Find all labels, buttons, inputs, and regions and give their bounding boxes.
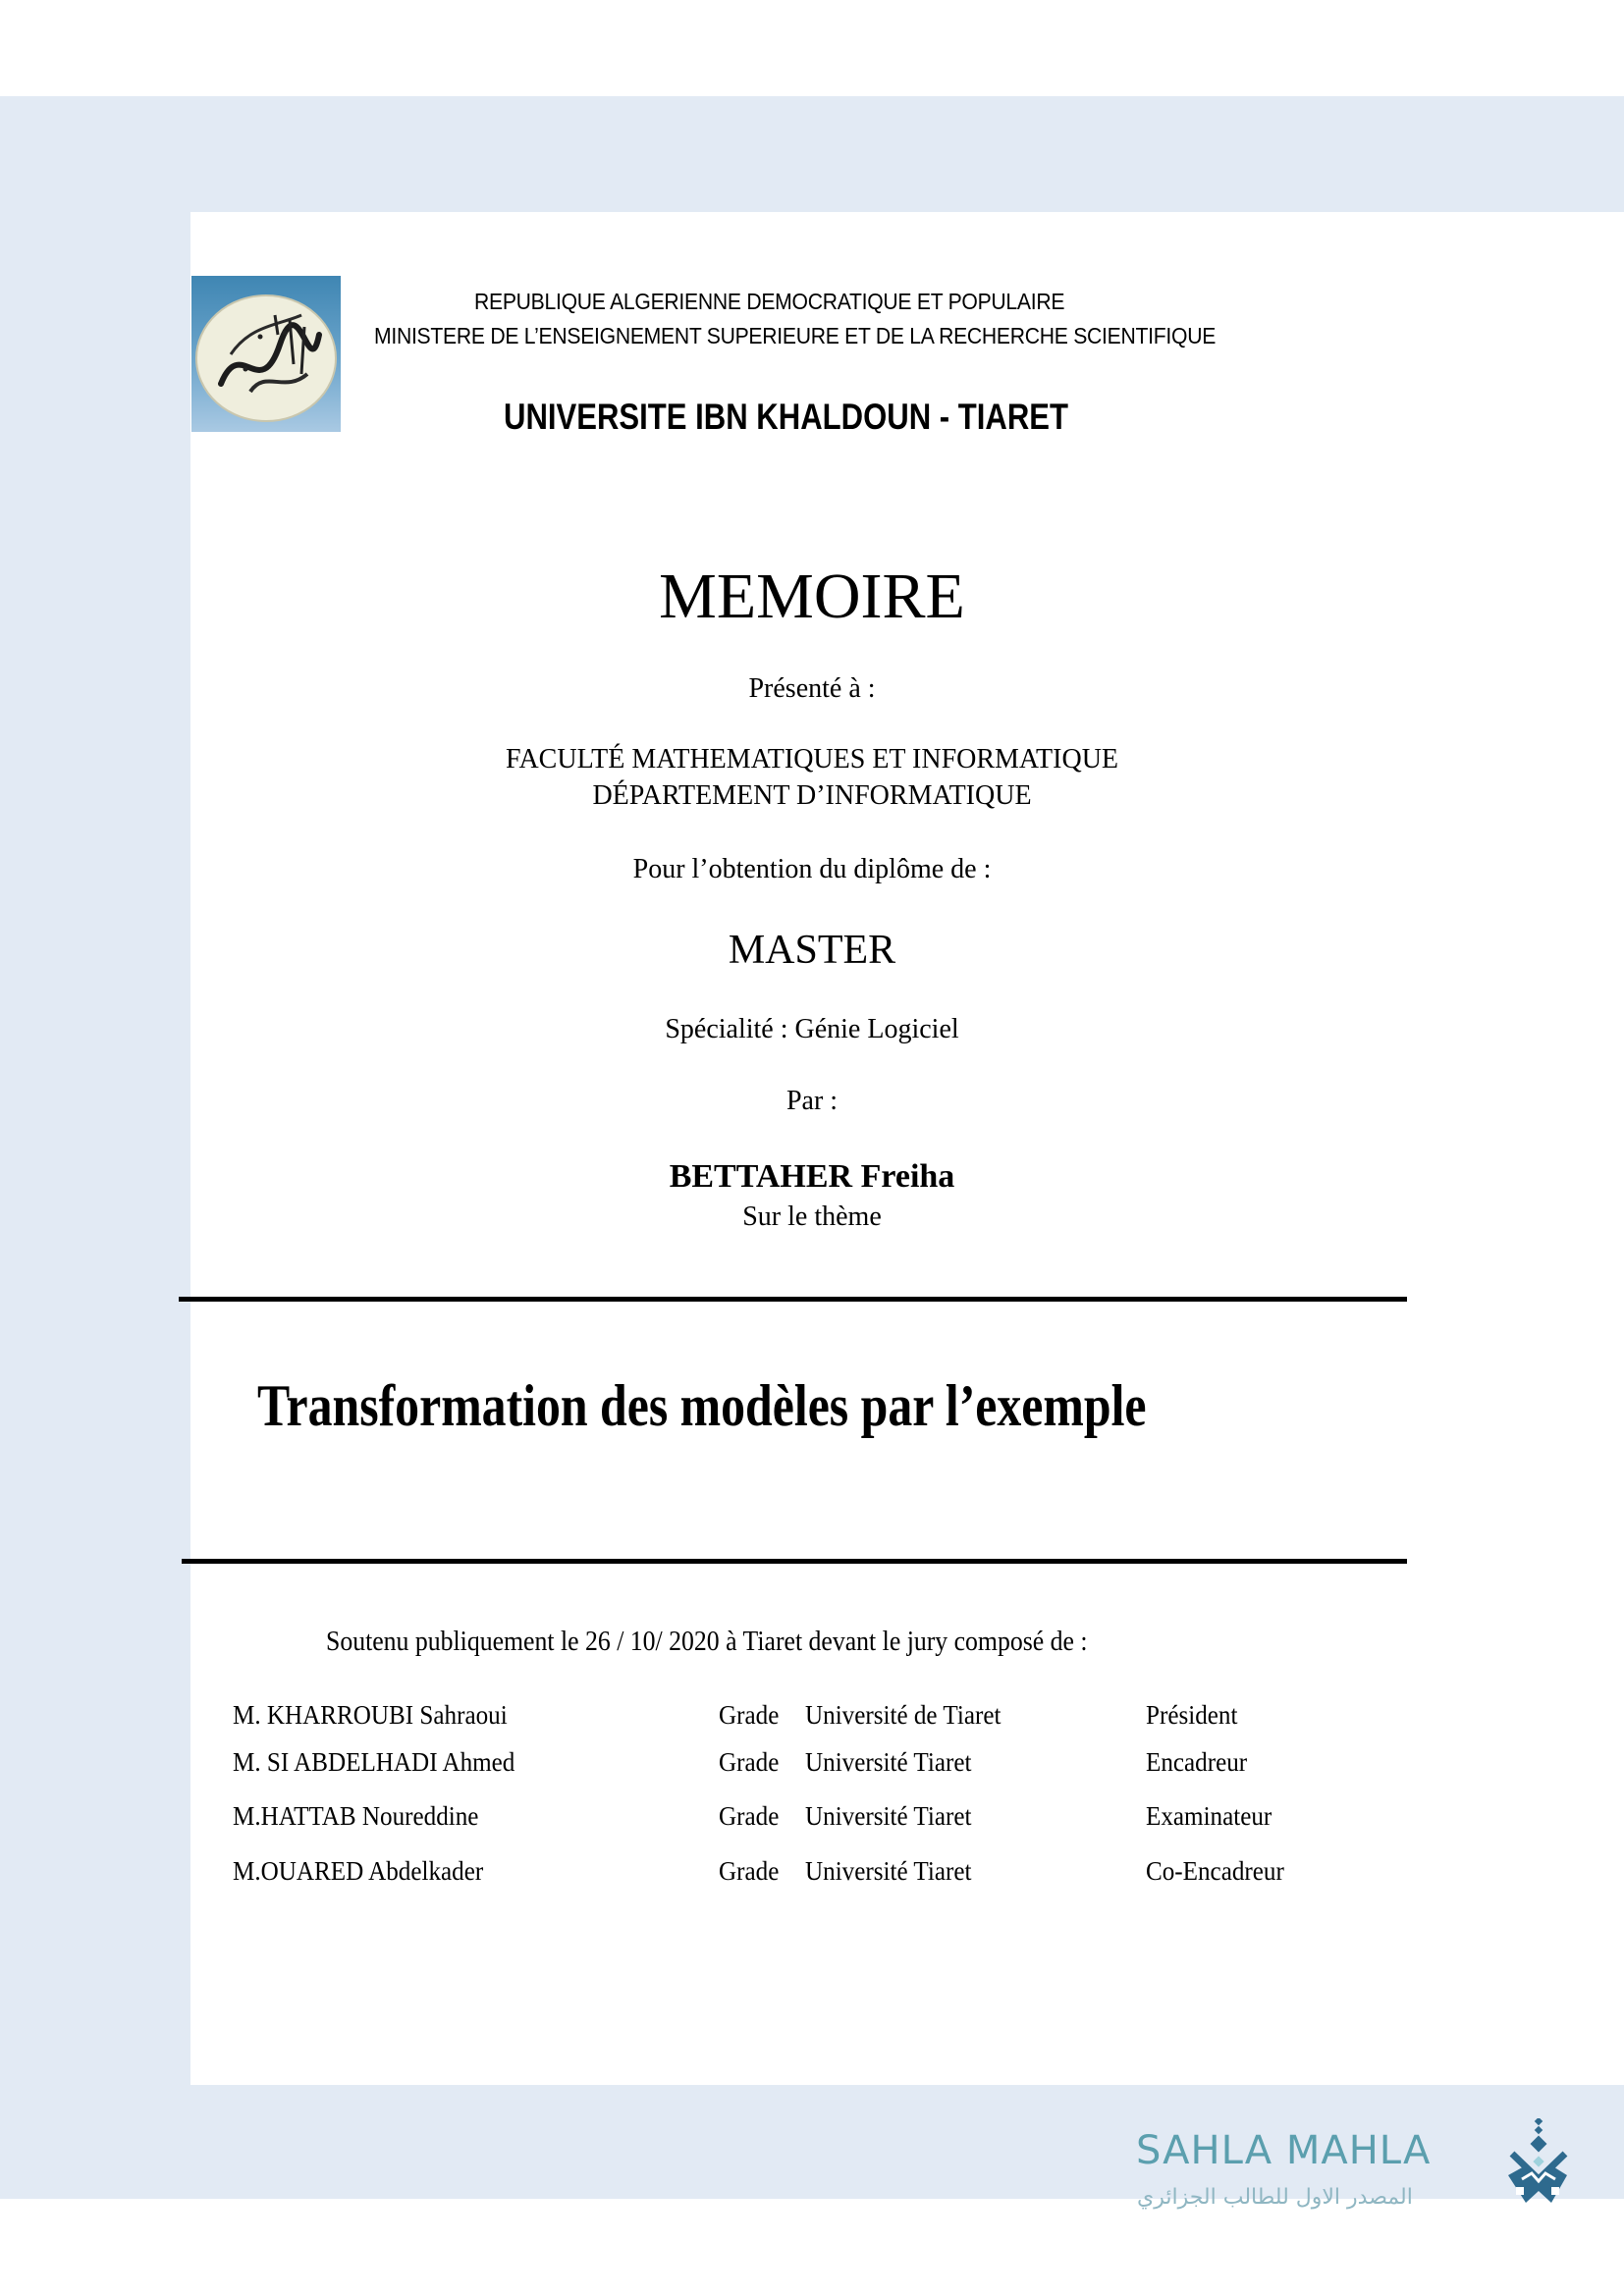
jury-member-institution: Université Tiaret bbox=[805, 1856, 972, 1886]
decorative-band-top bbox=[190, 96, 1624, 212]
thesis-title: Transformation des modèles par l’exemple bbox=[257, 1373, 1147, 1438]
watermark-brand: SAHLA MAHLA bbox=[1136, 2128, 1432, 2173]
jury-member-institution: Université de Tiaret bbox=[805, 1700, 1001, 1730]
theme-intro: Sur le thème bbox=[742, 1201, 882, 1232]
jury-member-role: Co-Encadreur bbox=[1146, 1856, 1284, 1886]
author-name: BETTAHER Freiha bbox=[669, 1158, 955, 1195]
university-seal-icon bbox=[191, 276, 341, 432]
jury-member-name: M.HATTAB Noureddine bbox=[233, 1801, 479, 1831]
jury-member-role: Encadreur bbox=[1146, 1747, 1248, 1777]
jury-member-name: M. SI ABDELHADI Ahmed bbox=[233, 1747, 515, 1777]
jury-member-institution: Université Tiaret bbox=[805, 1747, 972, 1777]
jury-member-institution: Université Tiaret bbox=[805, 1801, 972, 1831]
department-name: DÉPARTEMENT D’INFORMATIQUE bbox=[592, 780, 1032, 811]
jury-member-grade: Grade bbox=[719, 1747, 780, 1777]
watermark-tagline: المصدر الاول للطالب الجزائري bbox=[1137, 2185, 1413, 2210]
sahla-mahla-logo-icon bbox=[1502, 2118, 1573, 2212]
decorative-band-left bbox=[0, 96, 190, 2199]
jury-member-name: M.OUARED Abdelkader bbox=[233, 1856, 484, 1886]
defense-statement: Soutenu publiquement le 26 / 10/ 2020 à Tiaret devant le jury composé de : bbox=[326, 1627, 1088, 1657]
university-name: UNIVERSITE IBN KHALDOUN - TIARET bbox=[504, 397, 1068, 437]
title-rule-top bbox=[179, 1297, 1407, 1302]
jury-member-grade: Grade bbox=[719, 1856, 780, 1886]
jury-member-name: M. KHARROUBI Sahraoui bbox=[233, 1700, 508, 1730]
faculty-name: FACULTÉ MATHEMATIQUES ET INFORMATIQUE bbox=[505, 744, 1119, 774]
document-type: MEMOIRE bbox=[659, 561, 965, 632]
jury-member-role: Examinateur bbox=[1146, 1801, 1272, 1831]
jury-member-grade: Grade bbox=[719, 1801, 780, 1831]
jury-member-role: Président bbox=[1146, 1700, 1238, 1730]
republic-heading: REPUBLIQUE ALGERIENNE DEMOCRATIQUE ET POPULAIRE bbox=[474, 289, 1065, 314]
title-rule-bottom bbox=[182, 1559, 1407, 1564]
degree-intro: Pour l’obtention du diplôme de : bbox=[632, 854, 992, 884]
speciality: Spécialité : Génie Logiciel bbox=[665, 1014, 959, 1044]
by-label: Par : bbox=[785, 1086, 839, 1116]
jury-member-grade: Grade bbox=[719, 1700, 780, 1730]
ministry-heading: MINISTERE DE L’ENSEIGNEMENT SUPERIEURE ET DE LA RECHERCHE SCIENTIFIQUE bbox=[374, 323, 1217, 348]
presented-to-label: Présenté à : bbox=[748, 673, 876, 704]
degree-name: MASTER bbox=[728, 928, 896, 973]
